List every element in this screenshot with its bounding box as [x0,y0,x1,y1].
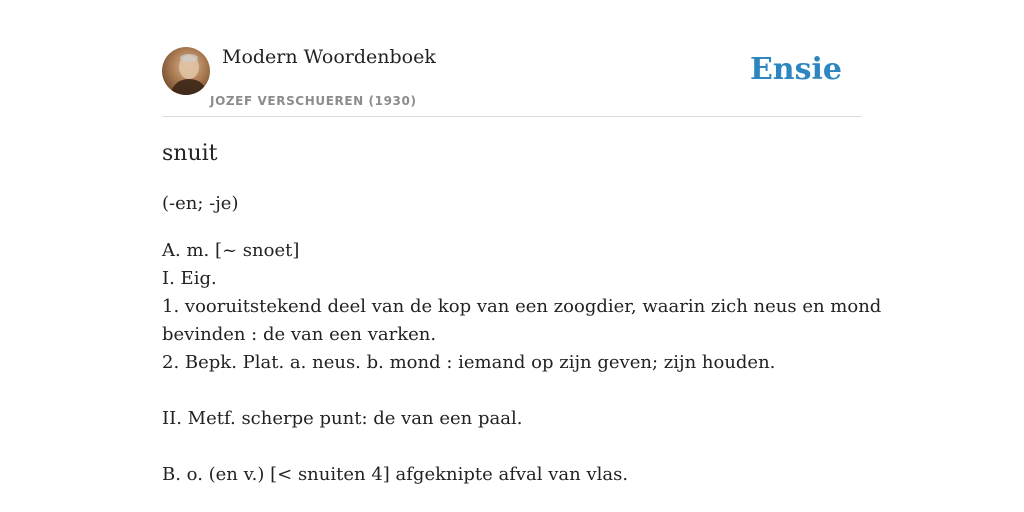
entry-content [162,138,882,489]
dictionary-header [162,46,862,117]
definition-line: A. m. [~ snoet] [162,240,300,261]
definition-line: 2. Bepk. Plat. a. neus. b. mond : iemand op zijn geven; zijn houden. [162,352,776,373]
inflection-forms: (-en; -je) [162,193,239,214]
headword: snuit [162,141,218,166]
definition-line: I. Eig. [162,268,217,289]
author-avatar[interactable] [162,47,210,95]
dictionary-title[interactable]: Modern Woordenboek [222,46,436,68]
definition-line: B. o. (en v.) [< snuiten 4] afgeknipte afval van vlas. [162,464,629,485]
definition-line: bevinden : de van een varken. [162,324,437,345]
paragraph-spacer [162,433,862,461]
paragraph-spacer [162,377,862,405]
definition-line: 1. vooruitstekend deel van de kop van een zoogdier, waarin zich neus en mond [162,296,882,317]
ensie-logo-link[interactable]: Ensie [749,52,842,87]
dictionary-author: JOZEF VERSCHUEREN (1930) [210,94,417,108]
definition-line: II. Metf. scherpe punt: de van een paal. [162,408,523,429]
definition [162,237,882,489]
author-portrait-icon [162,47,210,95]
